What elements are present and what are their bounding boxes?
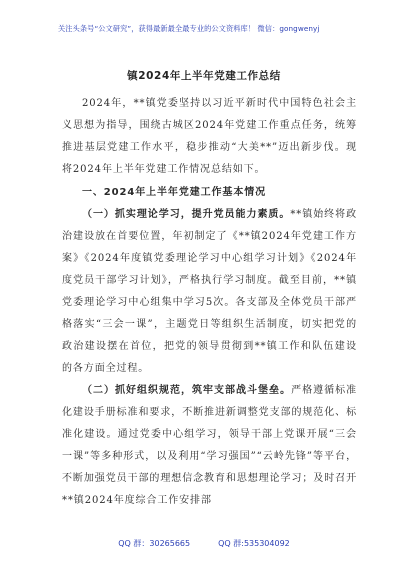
intro-paragraph: 2024年，**镇党委坚持以习近平新时代中国特色社会主义思想为指导，围绕古城区2024年党建工作重点任务，统筹推进基层党建工作水平，稳步推动“大美**”迈出新步伐。现将2024年上半年党建工作情况总结如下。 [62,98,357,175]
subsection-2-paragraph [62,380,357,512]
subsection-2-heading: （二）抓好组织规范，筑牢支部战斗堡垒。 [82,385,292,396]
footer [0,538,408,549]
subsection-1-heading: （一）抓实理论学习，提升党员能力素质。 [82,209,291,220]
footer-qq-group-2: QQ 群:535304092 [218,539,290,548]
subsection-1-paragraph [62,204,357,380]
subsection-2-body: 严格遵循标准化建设手册标准和要求，不断推进新调整党支部的规范化、标准化建设。通过党委中心组学习，领导干部上党课开展“三会一课”等多种形式，以及利用“学习强国”“云岭先锋”等平台，不断加强党员干部的理想信念教育和思想理论学习；及时召开**镇2024年度综合工作安排部 [62,385,357,506]
document-body [62,93,357,512]
footer-qq-group-1: QQ 群：30265665 [118,539,191,548]
subsection-1-body: **镇始终将政治建设放在首要位置，年初制定了《**镇2024年党建工作方案》《2024年度镇党委理论学习中心组学习计划》《2024年度党员干部学习计划》，严格执行学习制度。截至目前，**镇党委理论学习中心组集中学习5次。各支部及全体党员干部严格落实“三会一课”，主题党日等组织生活制度，切实把党的政治建设摆在首位，把党的领导贯彻到**镇工作和队伍建设的各方面全过程。 [62,209,357,374]
section-heading: 一、2024年上半年党建工作基本情况 [82,187,267,198]
header-note: 关注头条号“公文研究”，获得最新最全最专业的公文资料库！ 微信：gongwenyj [58,24,320,33]
document-title: 镇2024年上半年党建工作总结 [127,70,281,82]
